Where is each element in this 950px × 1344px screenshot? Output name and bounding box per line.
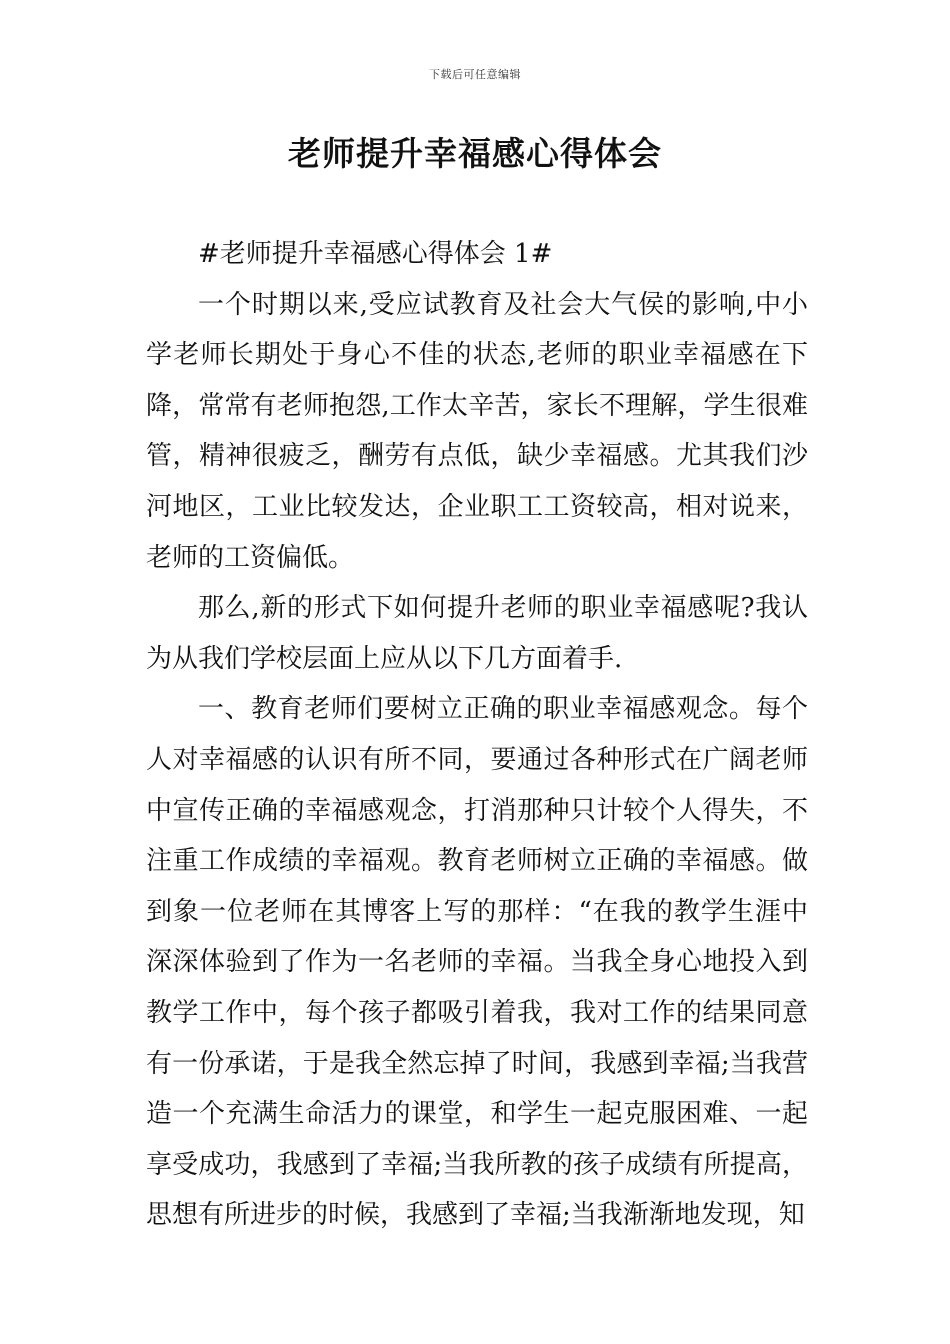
body-paragraph-2: 那么,新的形式下如何提升老师的职业幸福感呢?我认为从我们学校层面上应从以下几方面着手.	[146, 593, 808, 674]
body-paragraph-1: 一个时期以来,受应试教育及社会大气侯的影响,中小学老师长期处于身心不佳的状态,老师的职业幸福感在下降，常常有老师抱怨,工作太辛苦，家长不理解，学生很难管，精神很疲乏，酬劳有点低，缺少幸福感。尤其我们沙河地区，工业比较发达，企业职工工资较高，相对说来，老师的工资偏低。	[146, 289, 808, 573]
body-paragraph-3: 一、教育老师们要树立正确的职业幸福感观念。每个人对幸福感的认识有所不同，要通过各种形式在广阔老师中宣传正确的幸福感观念，打消那种只计较个人得失，不注重工作成绩的幸福观。教育老师树立正确的幸福感。做到象一位老师在其博客上写的那样：“在我的教学生涯中深深体验到了作为一名老师的幸福。当我全身心地投入到教学工作中，每个孩子都吸引着我，我对工作的结果同意有一份承诺，于是我全然忘掉了时间，我感到幸福;当我营造一个充满生命活力的课堂，和学生一起克服困难、一起享受成功，我感到了幸福;当我所教的孩子成绩有所提高，思想有所进步的时候，我感到了幸福;当我渐渐地发现，知	[146, 694, 808, 1231]
document-title: 老师提升幸福感心得体会	[288, 134, 662, 173]
section-heading: #老师提升幸福感心得体会 1#	[198, 239, 553, 269]
document-body	[146, 229, 808, 1241]
header-note: 下载后可任意编辑	[429, 68, 521, 81]
